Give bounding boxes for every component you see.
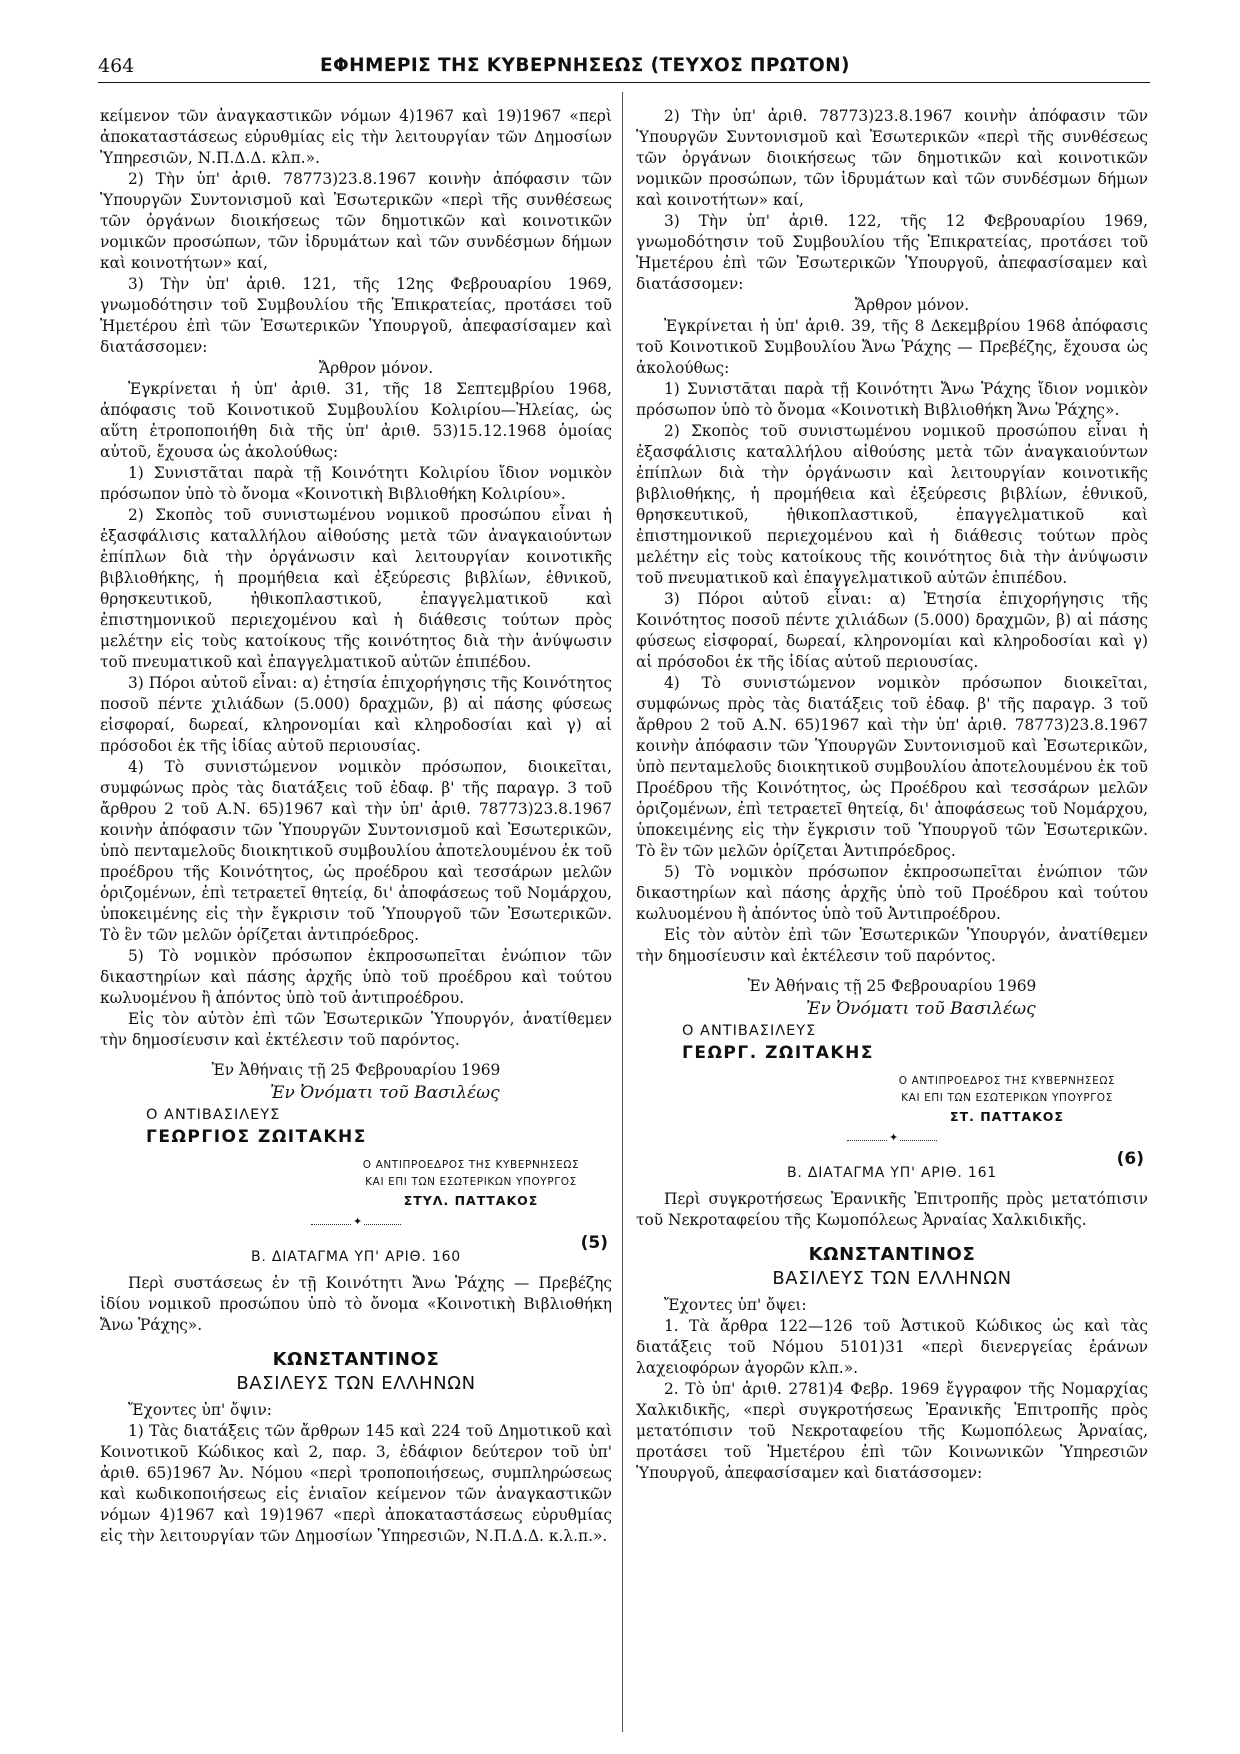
- paragraph: 3) Πόροι αὐτοῦ εἶναι: α) ἐτησία ἐπιχορήγησις τῆς Κοινότητος ποσοῦ πέντε χιλιάδων (5.000) δραχμῶν, β) αἱ πάσης φύσεως εἰσφοραί, δωρεαί, κληρονομίαι καὶ κληροδοσίαι καὶ γ) αἱ πρόσοδοι ἐκ τῆς ἰδίας αὐτοῦ περιουσίας.: [100, 674, 612, 755]
- paragraph: 2) Τὴν ὑπ' ἀριθ. 78773)23.8.1967 κοινὴν ἀπόφασιν τῶν Ὑπουργῶν Συντονισμοῦ καὶ Ἐσωτερικῶν «περὶ τῆς συνθέσεως τῶν ὀργάνων διοικήσεως τῶν δημοτικῶν καὶ κοινοτικῶν νομικῶν προσώπων, τῶν ἱδρυμάτων καὶ τῶν συνδέσμων δήμων καὶ κοινοτήτων» καί,: [100, 170, 612, 272]
- separator-ornament: [311, 1217, 401, 1231]
- decree-title: Β. ΔΙΑΤΑΓΜΑ ΥΠ' ΑΡΙΘ. 160: [251, 1249, 461, 1265]
- left-column: [100, 106, 612, 1547]
- gazette-title: ΕΦΗΜΕΡΙΣ ΤΗΣ ΚΥΒΕΡΝΗΣΕΩΣ (ΤΕΥΧΟΣ ΠΡΩΤΟΝ): [320, 55, 850, 76]
- minister-signature: ΣΤ. ΠΑΤΤΑΚΟΣ: [950, 1109, 1064, 1124]
- paragraph: 4) Τὸ συνιστώμενον νομικὸν πρόσωπον διοικεῖται, συμφώνως πρὸς τὰς διατάξεις τοῦ ἐδαφ. β' τῆς παραγρ. 3 τοῦ ἄρθρου 2 τοῦ Α.Ν. 65)1967 καὶ τὴν ὑπ' ἀριθ. 78773)23.8.1967 κοινὴν ἀπόφασιν τῶν Ὑπουργῶν Συντονισμοῦ καὶ Ἐσωτερικῶν, ὑπὸ πενταμελοῦς διοικητικοῦ συμβουλίου ἀποτελουμένου ἐκ τοῦ Προέδρου τῆς Κοινότητος, ὡς Προέδρου καὶ τεσσάρων μελῶν ὁριζομένων, ἐπὶ τετραετεῖ θητείᾳ, δι' ἀποφάσεως τοῦ Νομάρχου, ὑποκειμένης εἰς τὴν ἔγκρισιν τοῦ Ὑπουργοῦ τῶν Ἐσωτερικῶν. Τὸ ἓν τῶν μελῶν ὁρίζεται Ἀντιπρόεδρος.: [636, 674, 1148, 860]
- paragraph: Εἰς τὸν αὐτὸν ἐπὶ τῶν Ἐσωτερικῶν Ὑπουργόν, ἀνατίθεμεν τὴν δημοσίευσιν καὶ ἐκτέλεσιν τοῦ παρόντος.: [100, 1010, 612, 1049]
- having-in-view: Ἔχοντες ὑπ' ὄψει:: [664, 1296, 807, 1314]
- king-name: ΚΩΝΣΤΑΝΤΙΝΟΣ: [808, 1244, 976, 1265]
- paragraph: 4) Τὸ συνιστώμενον νομικὸν πρόσωπον, διοικεῖται, συμφώνως πρὸς τὰς διατάξεις τοῦ ἐδαφ. β' τῆς παραγρ. 3 τοῦ ἄρθρου 2 τοῦ Α.Ν. 65)1967 καὶ τὴν ὑπ' ἀριθ. 78773)23.8.1967 κοινὴν ἀπόφασιν τῶν Ὑπουργῶν Συντονισμοῦ καὶ Ἐσωτερικῶν, ὑπὸ πενταμελοῦς διοικητικοῦ συμβουλίου ἀποτελουμένου ἐκ τοῦ προέδρου τῆς Κοινότητος, ὡς προέδρου καὶ τεσσάρων μελῶν ὁριζομένων, ἐπὶ τετραετεῖ θητείᾳ, δι' ἀποφάσεως τοῦ Νομάρχου, ὑποκειμένης εἰς τὴν ἔγκρισιν τοῦ Ὑπουργοῦ τῶν Ἐσωτερικῶν. Τὸ ἓν τῶν μελῶν ὁρίζεται ἀντιπρόεδρος.: [100, 758, 612, 944]
- minister-title-line2: ΚΑΙ ΕΠΙ ΤΩΝ ΕΣΩΤΕΡΙΚΩΝ ΥΠΟΥΡΓΟΣ: [901, 1092, 1113, 1104]
- paragraph: 1) Συνιστᾶται παρὰ τῇ Κοινότητι Κολιρίου ἴδιον νομικὸν πρόσωπον ὑπὸ τὸ ὄνομα «Κοινοτικὴ Βιβλιοθήκη Κολιρίου».: [100, 464, 612, 503]
- decree-number: (6): [1116, 1149, 1144, 1169]
- minister-signature: ΣΤΥΛ. ΠΑΤΤΑΚΟΣ: [403, 1193, 539, 1208]
- minister-title-line1: Ο ΑΝΤΙΠΡΟΕΔΡΟΣ ΤΗΣ ΚΥΒΕΡΝΗΣΕΩΣ: [898, 1075, 1116, 1087]
- column-divider: [622, 92, 623, 1732]
- paragraph: 3) Τὴν ὑπ' ἀριθ. 122, τῆς 12 Φεβρουαρίου 1969, γνωμοδότησιν τοῦ Συμβουλίου τῆς Ἐπικρατείας, προτάσει τοῦ Ἡμετέρου ἐπὶ τῶν Ἐσωτερικῶν Ὑπουργοῦ, ἀπεφασίσαμεν καὶ διατάσσομεν:: [636, 212, 1148, 293]
- decree-heading: [100, 1233, 612, 1269]
- page-header: [98, 55, 1150, 85]
- article-heading: Ἄρθρον μόνον.: [318, 359, 434, 377]
- separator-ornament: [847, 1133, 937, 1147]
- paragraph: 2) Τὴν ὑπ' ἀριθ. 78773)23.8.1967 κοινὴν ἀπόφασιν τῶν Ὑπουργῶν Συντονισμοῦ καὶ Ἐσωτερικῶν «περὶ τῆς συνθέσεως τῶν ὀργάνων διοικήσεως τῶν δημοτικῶν καὶ κοινοτικῶν νομικῶν προσώπων, τῶν ἱδρυμάτων καὶ τῶν συνδέσμων δήμων καὶ κοινοτήτων» καί,: [636, 107, 1148, 209]
- king-title: ΒΑΣΙΛΕΥΣ ΤΩΝ ΕΛΛΗΝΩΝ: [772, 1268, 1012, 1289]
- regent-signature: ΓΕΩΡΓΙΟΣ ΖΩΙΤΑΚΗΣ: [146, 1127, 367, 1147]
- in-the-name-of-king: Ἐν Ὀνόματι τοῦ Βασιλέως: [806, 999, 1036, 1019]
- paragraph: 2) Σκοπὸς τοῦ συνιστωμένου νομικοῦ προσώπου εἶναι ἡ ἐξασφάλισις καταλλήλου αἰθούσης μετὰ τῶν ἀναγκαιούντων ἐπίπλων διὰ τὴν ὀργάνωσιν καὶ λειτουργίαν κοινοτικῆς βιβλιοθήκης, ἡ προμήθεια καὶ ἐξεύρεσις βιβλίων, ἐθνικοῦ, θρησκευτικοῦ, ἠθικοπλαστικοῦ, ἐπαγγελματικοῦ καὶ ἐπιστημονικοῦ περιεχομένου καὶ ἡ διάθεσις τούτων πρὸς μελέτην εἰς τοὺς κατοίκους τῆς κοινότητος διὰ τὴν ἀνύψωσιν τοῦ πνευματικοῦ καὶ ἐπαγγελματικοῦ αὐτῶν ἐπιπέδου.: [100, 506, 612, 671]
- having-in-view: Ἔχοντες ὑπ' ὄψιν:: [128, 1401, 272, 1419]
- paragraph: 3) Πόροι αὐτοῦ εἶναι: α) Ἐτησία ἐπιχορήγησις τῆς Κοινότητος ποσοῦ πέντε χιλιάδων (5.000) δραχμῶν, β) αἱ πάσης φύσεως εἰσφοραί, δωρεαί, κληρονομίαι καὶ κληροδοσίαι καὶ γ) αἱ πρόσοδοι ἐκ τῆς ἰδίας αὐτοῦ περιουσίας.: [636, 590, 1148, 671]
- paragraph: 2) Σκοπὸς τοῦ συνιστωμένου νομικοῦ προσώπου εἶναι ἡ ἐξασφάλισις καταλλήλου αἰθούσης μετὰ τῶν ἀναγκαιούντων ἐπίπλων διὰ τὴν ὀργάνωσιν καὶ λειτουργίαν κοινοτικῆς βιβλιοθήκης, ἡ προμήθεια καὶ ἐξεύρεσις βιβλίων, ἐθνικοῦ, θρησκευτικοῦ, ἠθικοπλαστικοῦ, ἐπαγγελματικοῦ καὶ ἐπιστημονικοῦ περιεχομένου καὶ ἡ διάθεσις τούτων πρὸς μελέτην εἰς τοὺς κατοίκους τῆς κοινότητος διὰ τὴν ἀνύψωσιν τοῦ πνευματικοῦ καὶ ἐπαγγελματικοῦ αὐτῶν ἐπιπέδου.: [636, 422, 1148, 587]
- paragraph: Ἐγκρίνεται ἡ ὑπ' ἀριθ. 39, τῆς 8 Δεκεμβρίου 1968 ἀπόφασις τοῦ Κοινοτικοῦ Συμβουλίου Ἄνω Ῥάχης — Πρεβέζης, ἔχουσα ὡς ἀκολούθως:: [636, 317, 1148, 377]
- paragraph: 5) Τὸ νομικὸν πρόσωπον ἐκπροσωπεῖται ἐνώπιον τῶν δικαστηρίων καὶ πάσης ἀρχῆς ὑπὸ τοῦ Προέδρου καὶ τούτου κωλυομένου ἢ ἀπόντος ὑπὸ τοῦ Ἀντιπροέδρου.: [636, 863, 1148, 923]
- decree-title: Β. ΔΙΑΤΑΓΜΑ ΥΠ' ΑΡΙΘ. 161: [787, 1165, 997, 1181]
- paragraph: 2. Τὸ ὑπ' ἀριθ. 2781)4 Φεβρ. 1969 ἔγγραφον τῆς Νομαρχίας Χαλκιδικῆς, «περὶ συγκροτήσεως Ἐρανικῆς Ἐπιτροπῆς πρὸς μετατόπισιν τοῦ Νεκροταφείου τῆς Κωμοπόλεως Ἀρναίας, προτάσει τοῦ Ἡμετέρου ἐπὶ τῶν Κοινωνικῶν Ὑπηρεσιῶν Ὑπουργοῦ, ἀπεφασίσαμεν καὶ διατάσσομεν:: [636, 1380, 1148, 1482]
- regent-title: Ο ΑΝΤΙΒΑΣΙΛΕΥΣ: [146, 1107, 281, 1123]
- minister-title-line1: Ο ΑΝΤΙΠΡΟΕΔΡΟΣ ΤΗΣ ΚΥΒΕΡΝΗΣΕΩΣ: [362, 1159, 580, 1171]
- decree-heading: [636, 1149, 1148, 1185]
- king-name: ΚΩΝΣΤΑΝΤΙΝΟΣ: [272, 1349, 440, 1370]
- right-column: [636, 106, 1148, 1484]
- place-date: Ἐν Ἀθήναις τῇ 25 Φεβρουαρίου 1969: [211, 1061, 501, 1079]
- minister-title-line2: ΚΑΙ ΕΠΙ ΤΩΝ ΕΣΩΤΕΡΙΚΩΝ ΥΠΟΥΡΓΟΣ: [365, 1176, 577, 1188]
- regent-signature: ΓΕΩΡΓ. ΖΩΙΤΑΚΗΣ: [682, 1043, 874, 1063]
- paragraph: Εἰς τὸν αὐτὸν ἐπὶ τῶν Ἐσωτερικῶν Ὑπουργόν, ἀνατίθεμεν τὴν δημοσίευσιν καὶ ἐκτέλεσιν τοῦ παρόντος.: [636, 926, 1148, 965]
- paragraph: 5) Τὸ νομικὸν πρόσωπον ἐκπροσωπεῖται ἐνώπιον τῶν δικαστηρίων καὶ πάσης ἀρχῆς ὑπὸ τοῦ προέδρου καὶ τούτου κωλυομένου ἢ ἀπόντος ὑπὸ τοῦ ἀντιπροέδρου.: [100, 947, 612, 1007]
- decree-subject: Περὶ συστάσεως ἐν τῇ Κοινότητι Ἄνω Ῥάχης — Πρεβέζης ἰδίου νομικοῦ προσώπου ὑπὸ τὸ ὄνομα «Κοινοτικὴ Βιβλιοθήκη Ἄνω Ῥάχης».: [100, 1274, 612, 1334]
- paragraph: 1) Συνιστᾶται παρὰ τῇ Κοινότητι Ἄνω Ῥάχης ἴδιον νομικὸν πρόσωπον ὑπὸ τὸ ὄνομα «Κοινοτικὴ Βιβλιοθήκη Ἄνω Ῥάχης».: [636, 380, 1148, 419]
- article-heading: Ἄρθρον μόνον.: [854, 296, 970, 314]
- decree-subject: Περὶ συγκροτήσεως Ἐρανικῆς Ἐπιτροπῆς πρὸς μετατόπισιν τοῦ Νεκροταφείου τῆς Κωμοπόλεως Ἀρναίας Χαλκιδικῆς.: [636, 1190, 1148, 1229]
- header-rule: [98, 82, 1150, 83]
- paragraph: Ἐγκρίνεται ἡ ὑπ' ἀριθ. 31, τῆς 18 Σεπτεμβρίου 1968, ἀπόφασις τοῦ Κοινοτικοῦ Συμβουλίου Κολιρίου—Ἠλείας, ὡς αὕτη ἐτροποποιήθη διὰ τῆς ὑπ' ἀριθ. 53)15.12.1968 ὁμοίας αὐτοῦ, ἔχουσα ὡς ἀκολούθως:: [100, 380, 612, 461]
- king-title: ΒΑΣΙΛΕΥΣ ΤΩΝ ΕΛΛΗΝΩΝ: [236, 1373, 476, 1394]
- in-the-name-of-king: Ἐν Ὀνόματι τοῦ Βασιλέως: [270, 1083, 500, 1103]
- paragraph: κείμενον τῶν ἀναγκαστικῶν νόμων 4)1967 καὶ 19)1967 «περὶ ἀποκαταστάσεως εὐρυθμίας εἰς τὴν λειτουργίαν τῶν Δημοσίων Ὑπηρεσιῶν, Ν.Π.Δ.Δ. κλπ.».: [100, 107, 612, 167]
- paragraph: 1) Τὰς διατάξεις τῶν ἄρθρων 145 καὶ 224 τοῦ Δημοτικοῦ καὶ Κοινοτικοῦ Κώδικος καὶ 2, παρ. 3, ἐδάφιον δεύτερον τοῦ ὑπ' ἀριθ. 65)1967 Ἀν. Νόμου «περὶ τροποποιήσεως, συμπληρώσεως καὶ κωδικοποιήσεως εἰς ἑνιαῖον κείμενον τῶν ἀναγκαστικῶν νόμων 4)1967 καὶ 19)1967 «περὶ ἀποκαταστάσεως εὐρυθμίας εἰς τὴν λειτουργίαν τῶν Δημοσίων Ὑπηρεσιῶν, Ν.Π.Δ.Δ. κ.λ.π.».: [100, 1422, 612, 1545]
- decree-number: (5): [580, 1233, 608, 1253]
- paragraph: 1. Τὰ ἄρθρα 122—126 τοῦ Ἀστικοῦ Κώδικος ὡς καὶ τὰς διατάξεις τοῦ Νόμου 5101)31 «περὶ διενεργείας ἐράνων λαχειοφόρων ἀγορῶν κλπ.».: [636, 1317, 1148, 1377]
- paragraph: 3) Τὴν ὑπ' ἀριθ. 121, τῆς 12ης Φεβρουαρίου 1969, γνωμοδότησιν τοῦ Συμβουλίου τῆς Ἐπικρατείας, προτάσει τοῦ Ἡμετέρου ἐπὶ τῶν Ἐσωτερικῶν Ὑπουργοῦ, ἀπεφασίσαμεν καὶ διατάσσομεν:: [100, 275, 612, 356]
- place-date: Ἐν Ἀθήναις τῇ 25 Φεβρουαρίου 1969: [747, 977, 1037, 995]
- regent-title: Ο ΑΝΤΙΒΑΣΙΛΕΥΣ: [682, 1023, 817, 1039]
- page-number: 464: [98, 55, 135, 77]
